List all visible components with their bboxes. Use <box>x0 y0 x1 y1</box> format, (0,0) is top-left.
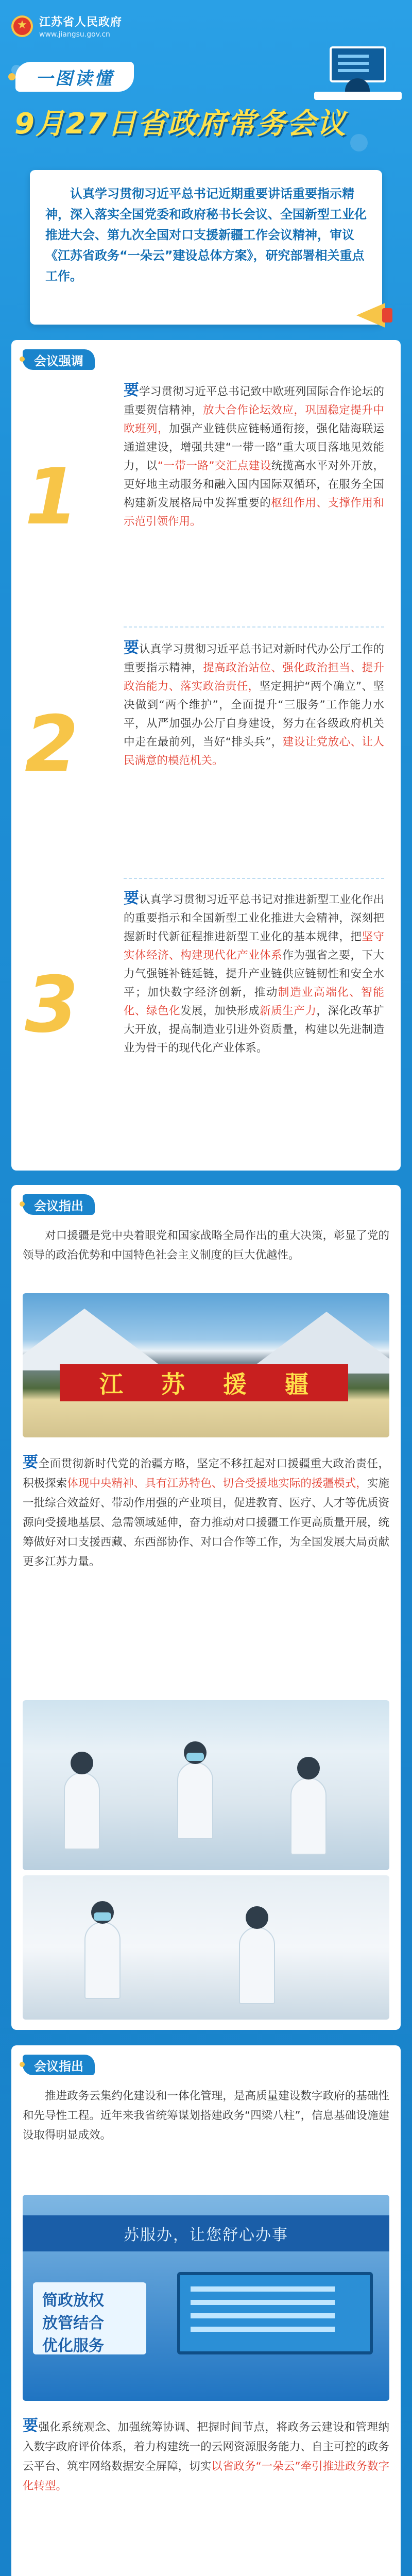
gov-url: www.jiangsu.gov.cn <box>39 30 110 39</box>
section-meeting-notes-2 <box>11 2045 401 2576</box>
page-title: 9月27日省政府常务会议 <box>14 107 347 141</box>
section-meeting-emphasis-1 <box>11 340 401 1171</box>
mask-shape <box>94 1912 111 1921</box>
hospital-ward-photo <box>23 1875 389 2020</box>
emphasis-text: 体现中央精神、具有江苏特色、切合受援地实际的援疆模式， <box>67 1477 367 1490</box>
person-head <box>246 1906 268 1929</box>
divider <box>124 626 384 628</box>
screen-icon <box>330 46 386 82</box>
emphasis-text: 以省政务“一朵云”牵引推进政务数字化转型。 <box>23 2460 389 2493</box>
lead-char: 要 <box>124 381 140 399</box>
lead-char: 要 <box>23 1453 39 1471</box>
banner-sign <box>60 1364 348 1401</box>
section-header <box>11 340 401 376</box>
text-run: 全面贯彻新时代党的治疆方略，坚定不移扛起对口援疆重大政治责任，积极探索 <box>23 1458 389 1490</box>
paragraph <box>23 1453 389 1572</box>
megaphone-icon <box>351 299 396 332</box>
gov-brand[interactable] <box>11 13 122 39</box>
text-run: 坚定拥护“两个确立”、坚决做到“两个维护”，全面提升“三服务”工作能力水平，从严加强办公厅自身建设，努力在各级政府机关中走在最前列，当好“排头兵”， <box>124 680 384 749</box>
decor-bubble <box>350 134 368 151</box>
lead-char: 要 <box>124 639 140 657</box>
national-emblem-icon <box>11 15 33 37</box>
intro-card <box>30 170 382 325</box>
emphasis-text: 枢纽作用、支撑作用和示范引领作用。 <box>124 497 384 528</box>
emphasis-text: 放大合作论坛效应，巩固稳定提升中欧班列， <box>124 404 384 435</box>
item-text <box>124 889 384 1058</box>
emphasis-text: 建设让党放心、让人民满意的模范机关。 <box>124 736 384 767</box>
item-number: 2 <box>25 700 79 789</box>
text-run: ，深化改革扩大开放，提高制造业引进外资质量，构建以先进制造业为骨干的现代化产业体系。 <box>124 1005 384 1055</box>
service-slogan: 苏服办，让您舒心办事 <box>23 2215 389 2251</box>
text-run: 实施一批综合效益好、带动作用强的产业项目，促进教育、医疗、人才等优质资源向受援地基层、急需领域延伸，奋力推动对口援疆工作更高质量开展，统筹做好对口支援西藏、东西部协作、对口合作等工作，为全国发展大局贡献更多江苏力量。 <box>23 1477 389 1568</box>
emphasis-text: 制造业高端化、智能化、绿色化 <box>124 986 384 1018</box>
person-head <box>71 1752 93 1774</box>
lead-char: 要 <box>23 2417 39 2435</box>
intro-text: 认真学习贯彻习近平总书记近期重要讲话重要指示精神，深入落实全国党委和政府秘书长会议、全国新型工业化推进大会、第九次全国对口支援新疆工作会议精神，审议《江苏省政务“一朵云”建设总体方案》，研究部署相关重点工作。 <box>45 187 367 283</box>
text-run: 认真学习贯彻习近平总书记对新时代办公厅工作的重要指示精神， <box>124 643 384 674</box>
service-board: 简政放权 放管结合 优化服务 <box>33 2282 146 2354</box>
person-figure <box>239 1927 275 2004</box>
banner-char: 援 <box>223 1370 247 1398</box>
text-run: 认真学习贯彻习近平总书记对推进新型工业化作出的重要指示和全国新型工业化推进大会精神，深刻把握新时代新征程推进新型工业化的基本规律，把 <box>124 893 384 943</box>
divider <box>124 878 384 879</box>
person-figure <box>177 1762 213 1839</box>
mountain-shape <box>23 1309 167 1370</box>
paragraph: 对口援疆是党中央着眼党和国家战略全局作出的重大决策，彰显了党的领导的政治优势和中国特色社会主义制度的巨大优越性。 <box>23 1229 389 1262</box>
section-tag: 会议强调 <box>23 349 95 370</box>
text-run: 强化系统观念、加强统筹协调、把握时间节点，将政务云建设和管理纳入数字政府评价体系，着力构建统一的云网资源服务能力、自主可控的政务云平台、筑牢网络数据安全屏障，切实 <box>23 2421 389 2473</box>
item-text <box>124 639 384 770</box>
megaphone-horn <box>356 303 385 328</box>
list-item <box>11 381 401 623</box>
paragraph: 推进政务云集约化建设和一体化管理，是高质量建设数字政府的基础性和先导性工程。近年来我省统筹谋划搭建政务“四梁八柱”，信息基础设施建设取得明显成效。 <box>23 2090 389 2142</box>
emphasis-text: 坚守实体经济、构建现代化产业体系 <box>124 930 384 962</box>
section-header <box>11 2045 401 2081</box>
table-icon <box>314 92 402 100</box>
item-number: 3 <box>25 960 79 1050</box>
person-figure <box>64 1772 100 1850</box>
mask-shape <box>186 1753 204 1761</box>
list-item <box>11 639 401 866</box>
text-run: 统揽高水平对外开放，更好地主动服务和融入国内国际双循环，在服务全国构建新发展格局中发挥重要的 <box>124 460 384 510</box>
lead-char: 要 <box>124 889 140 907</box>
gov-name: 江苏省人民政府 <box>39 16 123 29</box>
badge-tag: 一图读懂 <box>15 62 134 92</box>
text-run: 学习贯彻习近平总书记致中欧班列国际合作论坛的重要贺信精神， <box>124 385 384 417</box>
paragraph <box>23 2416 389 2496</box>
person-figure <box>290 1777 327 1855</box>
banner-char: 江 <box>99 1370 123 1398</box>
section-header <box>11 1185 401 1221</box>
emphasis-text: 新质生产力 <box>260 1005 317 1018</box>
item-number: 1 <box>25 452 79 542</box>
government-service-photo <box>23 2195 389 2401</box>
emphasis-text: 提高政治站位、强化政治担当、提升政治能力、落实政治责任， <box>124 662 384 693</box>
section-tag: 会议指出 <box>23 2055 95 2075</box>
emphasis-text: “一带一路”交汇点建设 <box>157 460 271 472</box>
service-screen <box>177 2272 373 2354</box>
item-text <box>124 381 384 531</box>
banner-char: 苏 <box>161 1370 185 1398</box>
text-run: 发展，加快形成 <box>180 1005 260 1018</box>
person-head <box>297 1757 320 1780</box>
section-tag: 会议指出 <box>23 1194 95 1215</box>
xinjiang-banner-photo <box>23 1293 389 1437</box>
person-figure <box>84 1922 121 1999</box>
section-meeting-notes-1 <box>11 1185 401 2030</box>
text-run: 加强产业链供应链畅通衔接，强化陆海联运通道建设，增强共建“一带一路”重大项目落地见效能力，以 <box>124 422 384 472</box>
banner-char: 疆 <box>285 1370 308 1398</box>
megaphone-body <box>382 308 392 323</box>
medical-team-photo <box>23 1700 389 1870</box>
meeting-desk-icon <box>314 46 402 118</box>
text-run: 作为强省之要，下大力气强链补链延链，提升产业链供应链韧性和安全水平；加快数字经济创新，推动 <box>124 949 384 999</box>
list-item <box>11 889 401 1162</box>
